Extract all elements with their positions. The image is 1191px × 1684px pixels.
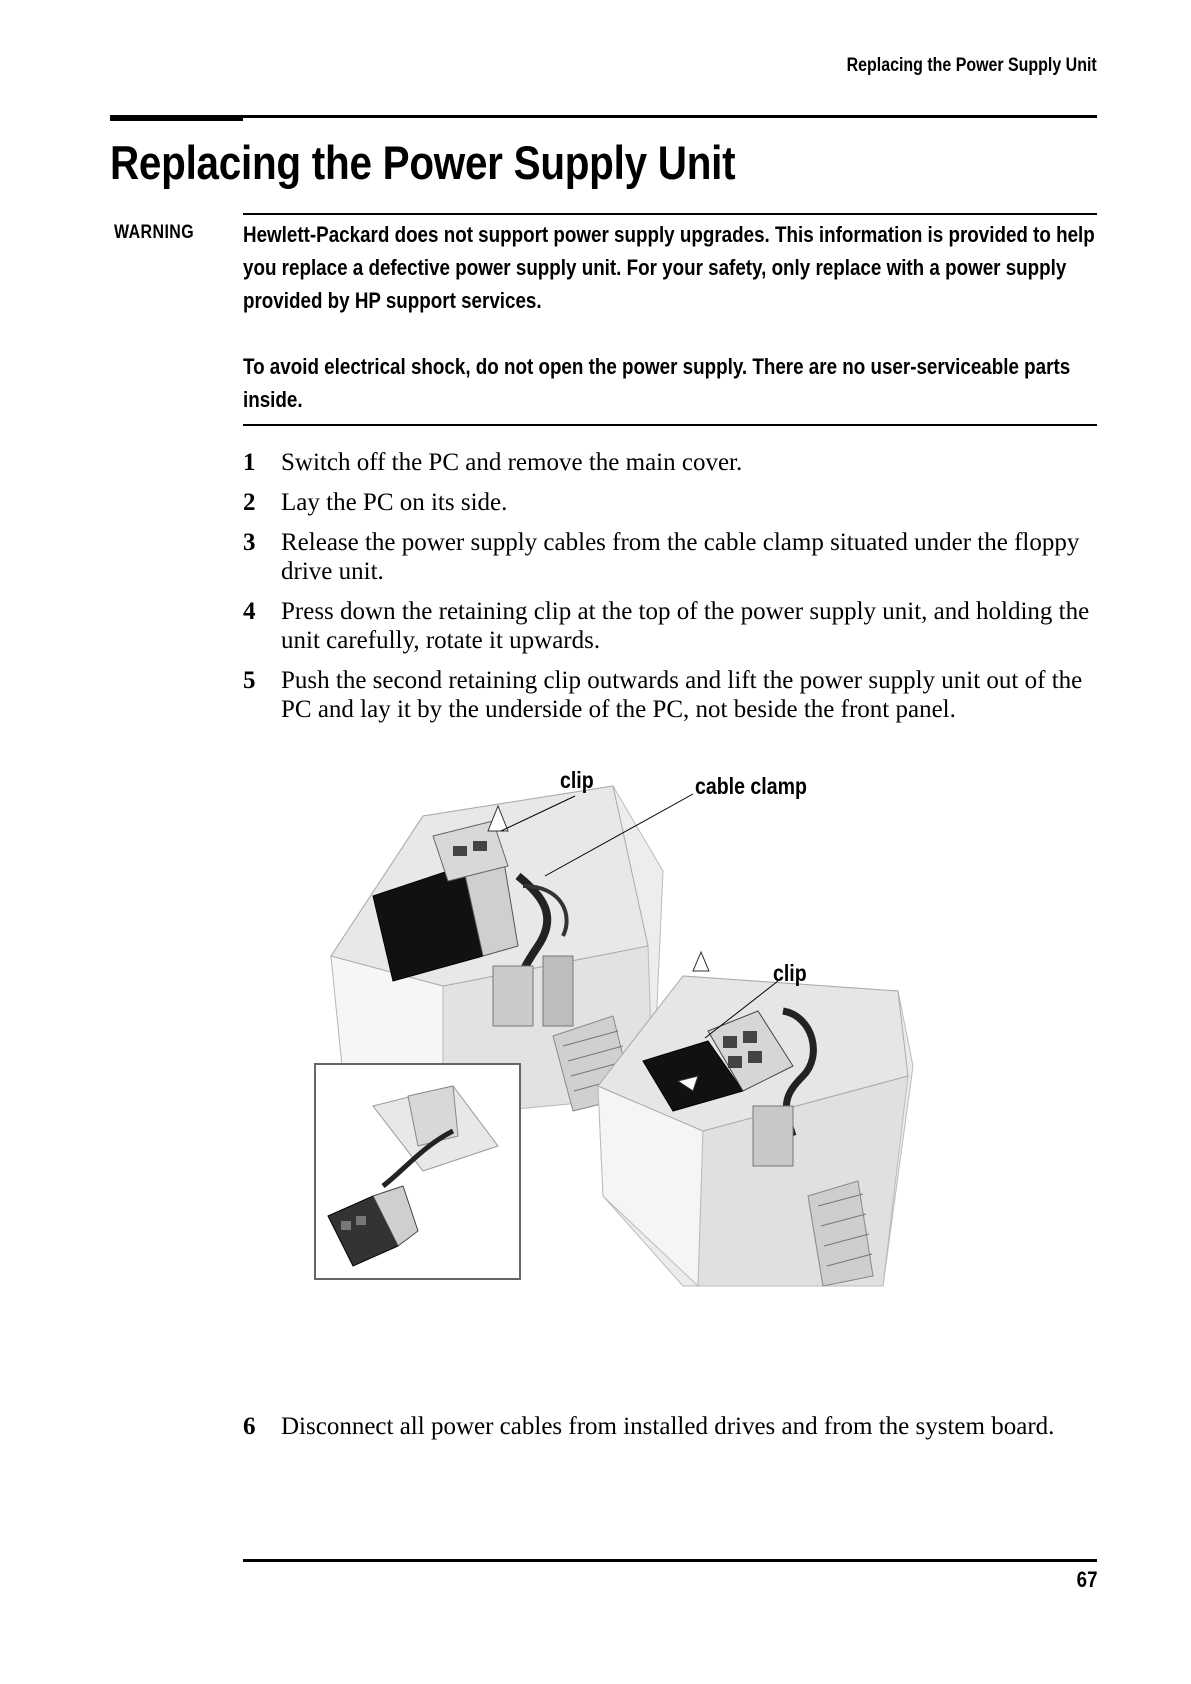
step-item-row — [243, 1412, 1097, 1441]
step-number: 2 — [243, 489, 256, 516]
power-supply-removal-figure — [313, 767, 1003, 1388]
step-number: 6 — [243, 1413, 256, 1440]
step-item — [243, 597, 1097, 655]
step-text: Lay the PC on its side. — [281, 489, 508, 516]
warning-body — [243, 218, 1098, 416]
header-rule — [110, 115, 1097, 118]
step-item — [243, 528, 1097, 586]
warning-paragraph: Hewlett-Packard does not support power supply upgrades. This information is provided to help you replace a defective power supply unit. For your safety, only replace with a power supply provided by HP support services. — [243, 222, 1095, 313]
step-number: 4 — [243, 598, 256, 625]
step-number: 1 — [243, 449, 256, 476]
warning-label: WARNING — [114, 222, 195, 243]
callout-clip-top: clip — [560, 767, 594, 793]
step-text: Disconnect all power cables from installed drives and from the system board. — [281, 1413, 1055, 1440]
step-item — [243, 448, 1097, 477]
step-number: 3 — [243, 529, 256, 556]
step-text: Release the power supply cables from the cable clamp situated under the floppy drive unit. — [281, 529, 1080, 585]
footer-rule — [243, 1559, 1097, 1562]
callout-clip-right: clip — [773, 960, 807, 986]
page-title: Replacing the Power Supply Unit — [110, 136, 736, 189]
warning-paragraph: To avoid electrical shock, do not open the power supply. There are no user-serviceable parts inside. — [243, 354, 1071, 412]
warning-top-rule — [243, 213, 1097, 215]
callout-cable-clamp: cable clamp — [695, 773, 807, 799]
warning-bottom-rule — [243, 424, 1097, 426]
step-text: Push the second retaining clip outwards and lift the power supply unit out of the PC and lay it by the underside of the PC, not beside the front panel. — [281, 667, 1083, 723]
removed-unit-inset — [315, 1064, 520, 1279]
pc-chassis-illustration — [313, 776, 1003, 1388]
step-item — [243, 1412, 1097, 1452]
step-list — [243, 448, 1097, 735]
step-text: Switch off the PC and remove the main cover. — [281, 449, 743, 476]
header-rule-accent — [110, 115, 243, 121]
running-header: Replacing the Power Supply Unit — [846, 55, 1097, 76]
page-number: 67 — [1076, 1567, 1097, 1592]
step-number: 5 — [243, 667, 256, 694]
step-item — [243, 488, 1097, 517]
step-text: Press down the retaining clip at the top of the power supply unit, and holding the unit carefully, rotate it upwards. — [281, 598, 1090, 654]
step-item — [243, 666, 1097, 724]
